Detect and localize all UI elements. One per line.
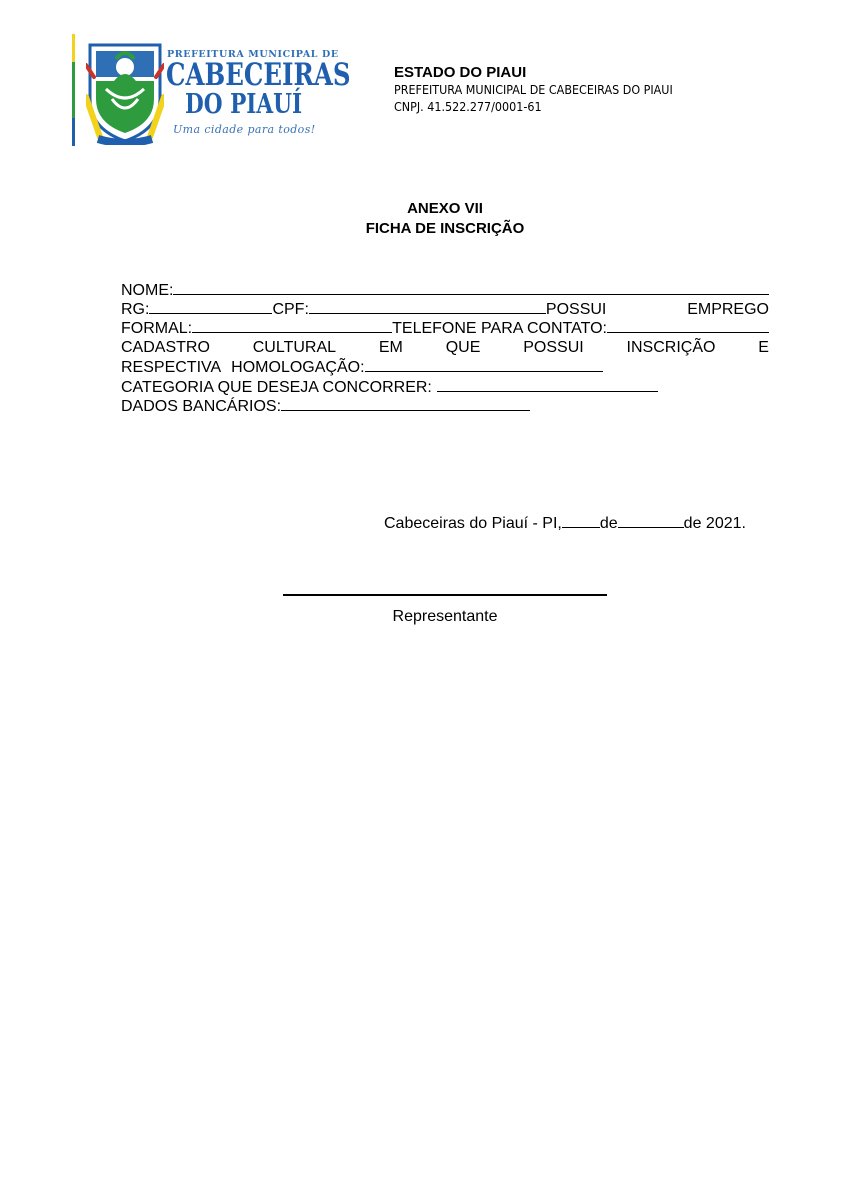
cadastro-word-6: INSCRIÇÃO — [626, 339, 716, 356]
prefecture-name: PREFEITURA MUNICIPAL DE CABECEIRAS DO PIAUI — [394, 83, 673, 97]
annex-title: ANEXO VII — [407, 200, 483, 217]
form-title: FICHA DE INSCRIÇÃO — [365, 220, 525, 237]
rg-cpf-line — [121, 299, 769, 319]
de-word: de — [599, 515, 618, 532]
logo-piaui-text: DO PIAUÍ — [185, 89, 303, 120]
cnpj-number: CNPJ. 41.522.277/0001-61 — [394, 100, 542, 114]
formal-label: FORMAL: — [121, 320, 193, 337]
logo-tagline: Uma cidade para todos! — [173, 123, 316, 136]
nome-label: NOME: — [121, 282, 174, 299]
signature-line[interactable] — [283, 594, 607, 596]
homologacao-line — [121, 357, 769, 377]
city-label: Cabeceiras do Piauí - PI, — [384, 515, 562, 532]
year-label: de 2021. — [683, 515, 746, 532]
municipal-crest-icon — [86, 37, 164, 145]
nome-line — [121, 280, 769, 300]
formal-phone-line — [121, 318, 769, 338]
logo-color-stripes — [72, 34, 77, 146]
possui-word: POSSUI — [545, 301, 607, 318]
cpf-label: CPF: — [272, 301, 309, 318]
cadastro-word-4: QUE — [445, 339, 481, 356]
rg-field[interactable] — [149, 299, 272, 314]
logo-prefeitura-text: PREFEITURA MUNICIPAL DE — [167, 49, 339, 60]
emprego-formal-field[interactable] — [192, 318, 392, 333]
day-field[interactable] — [562, 513, 600, 528]
cadastro-word-5: POSSUI — [523, 339, 584, 356]
cadastro-word-7: E — [758, 339, 769, 356]
respectiva-word: RESPECTIVA — [121, 359, 222, 376]
prefeitura-logo — [72, 34, 351, 150]
dados-bancarios-label: DADOS BANCÁRIOS: — [121, 398, 282, 415]
emprego-word: EMPREGO — [687, 301, 769, 318]
dados-bancarios-field[interactable] — [281, 396, 530, 411]
cadastro-word-1: CADASTRO — [121, 339, 210, 356]
cadastro-word-3: EM — [378, 339, 403, 356]
state-name: ESTADO DO PIAUI — [394, 64, 527, 81]
cpf-field[interactable] — [309, 299, 546, 314]
cadastro-line — [121, 338, 769, 358]
telefone-field[interactable] — [607, 318, 769, 333]
telefone-label: TELEFONE PARA CONTATO: — [392, 320, 607, 337]
month-field[interactable] — [618, 513, 684, 528]
categoria-field[interactable] — [437, 377, 658, 392]
homologacao-label: HOMOLOGAÇÃO: — [231, 359, 365, 376]
categoria-line — [121, 377, 769, 397]
signature-label: Representante — [392, 608, 498, 625]
logo-cabeceiras-text: CABECEIRAS — [166, 57, 351, 93]
rg-label: RG: — [121, 301, 150, 318]
dados-bancarios-line — [121, 396, 769, 416]
cadastro-cultural-field[interactable] — [365, 357, 603, 372]
nome-field[interactable] — [173, 280, 769, 295]
date-line — [384, 513, 746, 534]
cadastro-word-2: CULTURAL — [252, 339, 337, 356]
categoria-label: CATEGORIA QUE DESEJA CONCORRER: — [121, 379, 432, 396]
letterhead — [394, 64, 694, 116]
